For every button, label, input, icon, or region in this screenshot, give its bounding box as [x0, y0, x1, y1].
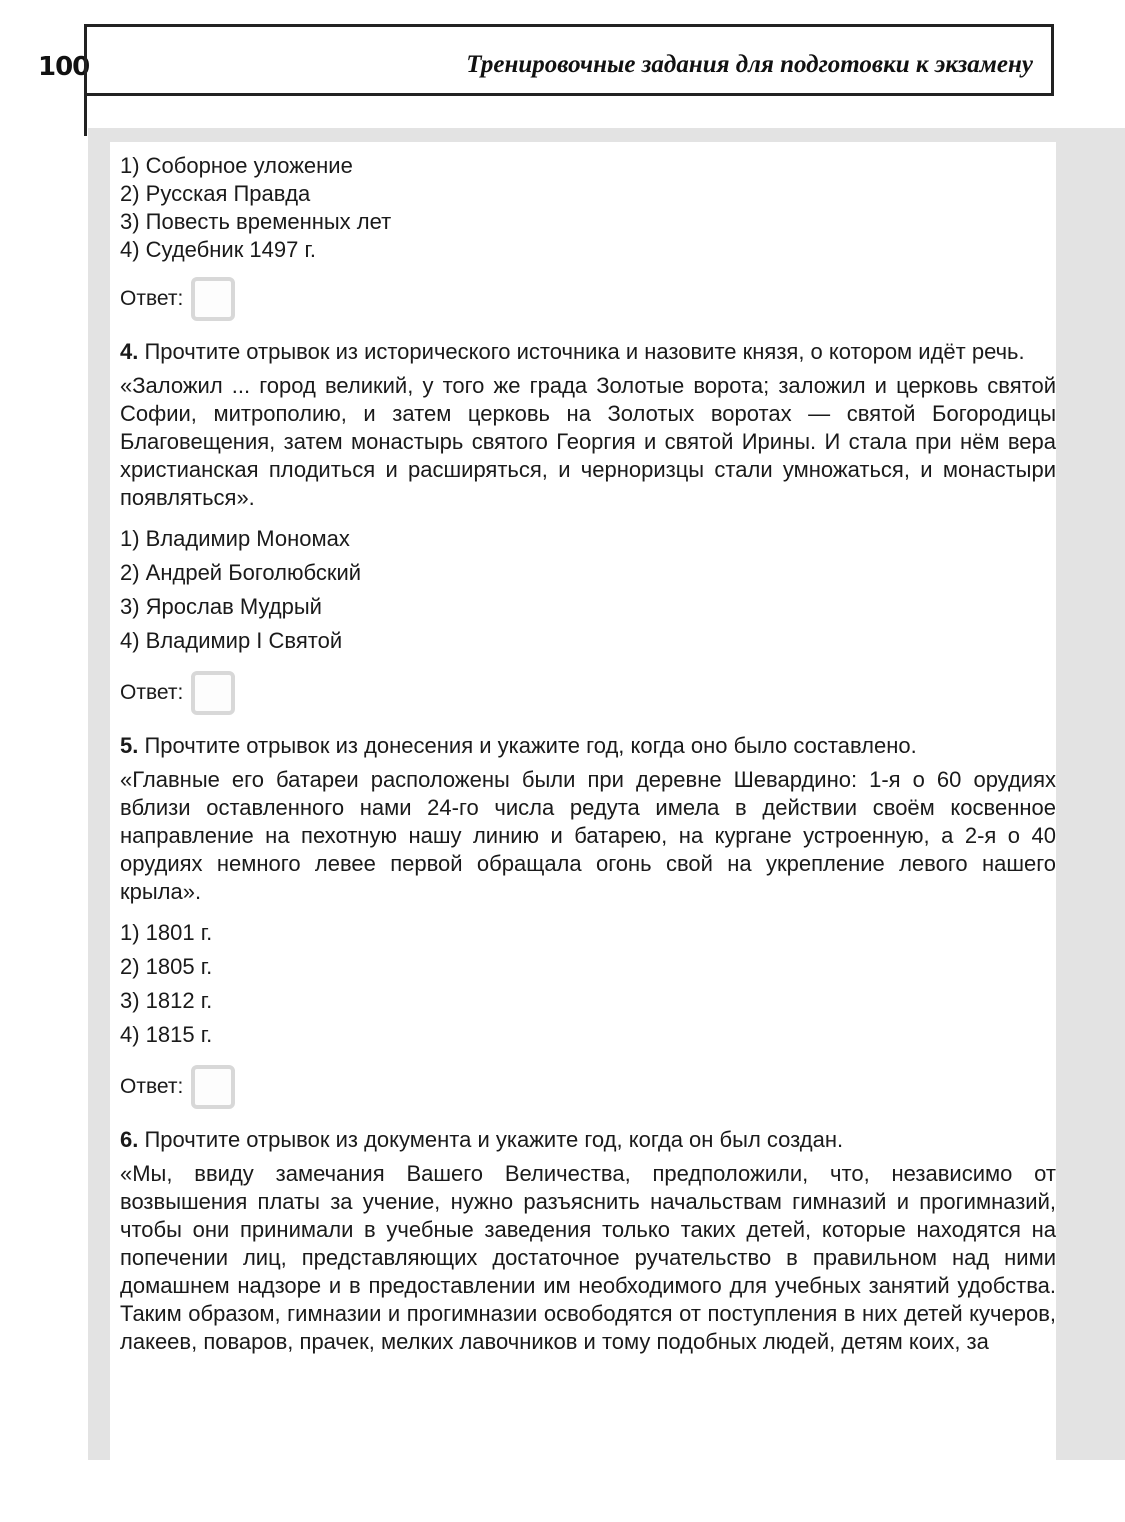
task6-number: 6.	[120, 1127, 139, 1152]
header-box	[84, 24, 1054, 96]
task3-option-4: 4) Судебник 1497 г.	[120, 237, 316, 262]
task4-answer-row	[120, 668, 1056, 718]
task5-option-4: 4) 1815 г.	[120, 1022, 213, 1047]
task5-quote: «Главные его батареи расположены были при деревне Шевардино: 1-я о 60 орудиях вблизи оставленного нами 24-го числа редута имела в действии своём косвенное направление на пехотную нашу линию и батарею, на кургане устроенную, а 2-я о 40 орудиях немного левее первой обращала огонь свой на укрепление левого нашего крыла».	[120, 767, 1056, 904]
task6	[120, 1126, 1056, 1356]
task3-answer-label: Ответ:	[120, 287, 184, 310]
task4-question-text: Прочтите отрывок из исторического источника и назовите князя, о котором идёт речь.	[144, 339, 1025, 364]
task3-option-2: 2) Русская Правда	[120, 181, 311, 206]
page-number: 100	[38, 52, 90, 82]
task4	[120, 338, 1056, 718]
task3-options	[120, 142, 1056, 264]
task6-quote: «Мы, ввиду замечания Вашего Величества, предположили, что, независимо от возвышения платы за учение, нужно разъяснить начальствам гимназий и прогимназий, чтобы они принимали в учебные заведения только таких детей, которые находятся на попечении лиц, представляющих достаточное ручательство в правильном над ними домашнем надзоре и в предоставлении им необходимого для учебных занятий удобства. Таким образом, гимназии и прогимназии освободятся от поступления в них детей кучеров, лакеев, поваров, прачек, мелких лавочников и тому подобных людей, детям коих, за	[120, 1161, 1056, 1354]
content-area	[110, 142, 1056, 1460]
task5-question	[120, 732, 1056, 760]
task5-option-3: 3) 1812 г.	[120, 988, 213, 1013]
task4-option-4: 4) Владимир I Святой	[120, 628, 343, 653]
task3-option-1: 1) Соборное уложение	[120, 153, 353, 178]
task5	[120, 732, 1056, 1112]
task4-question	[120, 338, 1056, 366]
task5-answer-box[interactable]	[191, 1065, 235, 1109]
task4-option-1: 1) Владимир Мономах	[120, 526, 350, 551]
task5-number: 5.	[120, 733, 139, 758]
task3-option-3: 3) Повесть временных лет	[120, 209, 392, 234]
task3-answer-row	[120, 274, 1056, 324]
task5-option-1: 1) 1801 г.	[120, 920, 213, 945]
task4-answer-box[interactable]	[191, 671, 235, 715]
task4-option-3: 3) Ярослав Мудрый	[120, 594, 322, 619]
task4-quote: «Заложил ... город великий, у того же града Золотые ворота; заложил и церковь святой Софии, митрополию, и затем церковь на Золотых воротах — святой Богородицы Благовещения, затем монастырь святого Георгия и святой Ирины. И стала при нём вера христианская плодиться и расширяться, и черноризцы стали умножаться, и монастыри появляться».	[120, 373, 1056, 510]
page-title: Тренировочные задания для подготовки к экзамену	[466, 51, 1033, 78]
task4-option-2: 2) Андрей Боголюбский	[120, 560, 362, 585]
task4-answer-label: Ответ:	[120, 681, 184, 704]
task3-answer-box[interactable]	[191, 277, 235, 321]
task5-answer-label: Ответ:	[120, 1075, 184, 1098]
task6-question-text: Прочтите отрывок из документа и укажите год, когда он был создан.	[144, 1127, 844, 1152]
task5-answer-row	[120, 1062, 1056, 1112]
task6-question	[120, 1126, 1056, 1154]
task5-question-text: Прочтите отрывок из донесения и укажите год, когда оно было составлено.	[144, 733, 917, 758]
task5-option-2: 2) 1805 г.	[120, 954, 213, 979]
task4-number: 4.	[120, 339, 139, 364]
